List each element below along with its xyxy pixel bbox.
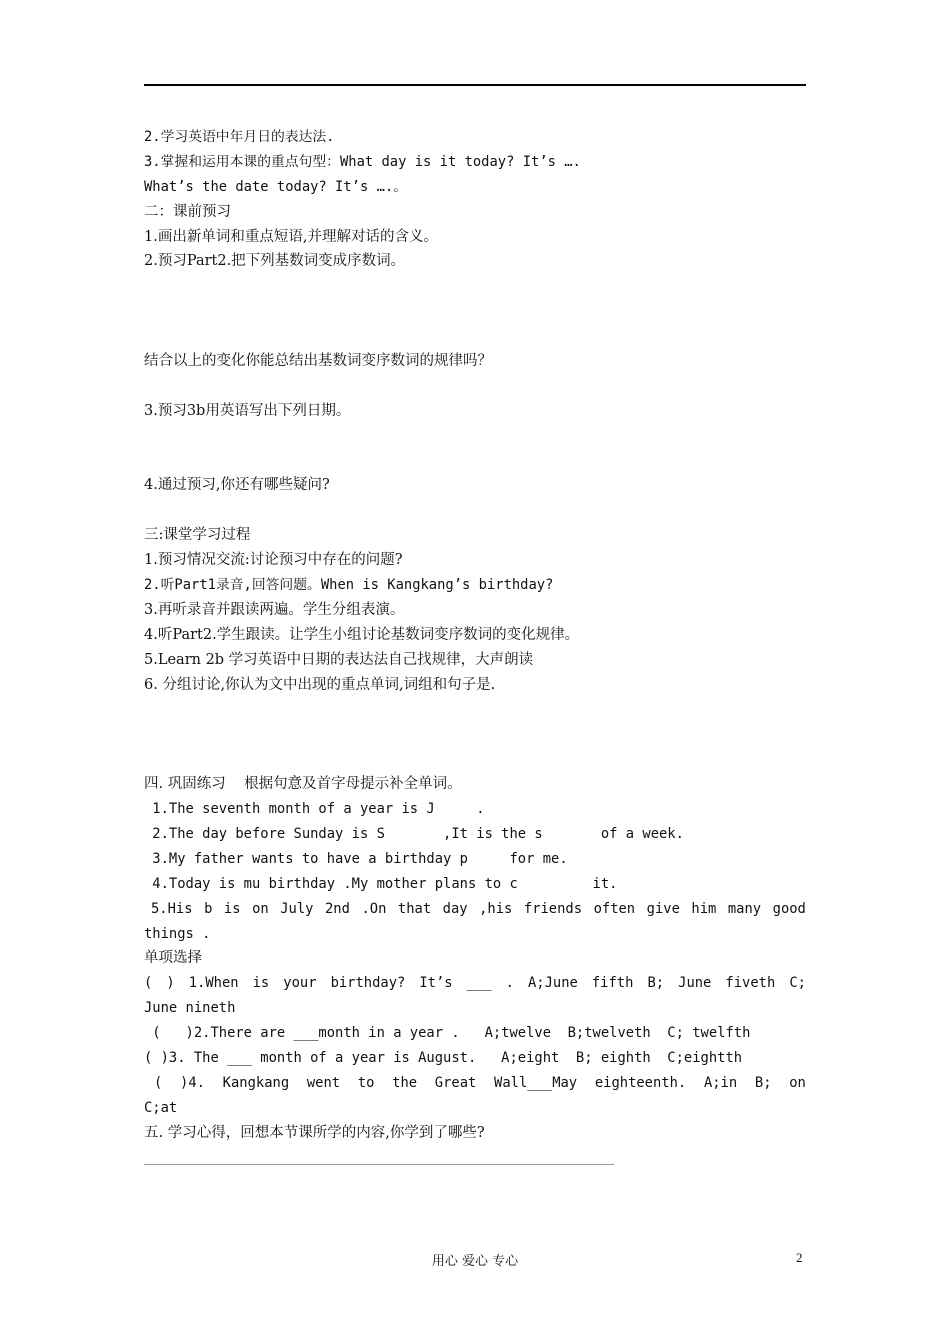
exercise-1: 1.The seventh month of a year is J . — [144, 801, 485, 818]
mc-heading: 单项选择 — [144, 950, 202, 967]
header-rule — [144, 84, 806, 86]
mc-question-4-cont: C;at — [144, 1099, 178, 1116]
page-number: 2 — [796, 1250, 803, 1265]
practice-heading: 四. 巩固练习 根据句意及首字母提示补全单词。 — [144, 776, 462, 793]
exercise-5-cont: things . — [144, 925, 211, 942]
classroom-step-1: 1.预习情况交流:讨论预习中存在的问题? — [144, 552, 403, 569]
mc-question-3: ( )3. The ___ month of a year is August. A;eight B; eighth C;eightth — [144, 1049, 743, 1066]
reflection-heading: 五. 学习心得，回想本节课所学的内容,你学到了哪些? — [144, 1124, 485, 1141]
fill-words[interactable] — [144, 697, 806, 722]
classroom-step-5: 5.Learn 2b 学习英语中日期的表达法自己找规律，大声朗读 — [144, 651, 534, 668]
classroom-step-4: 4.听Part2.学生跟读。让学生小组讨论基数词变序数词的变化规律。 — [144, 626, 580, 643]
fill-phrases[interactable] — [144, 722, 806, 747]
ordinal-row-1 — [144, 274, 806, 299]
mc-question-1-cont: June nineth — [144, 1000, 236, 1017]
mc-question-2: ( )2.There are ___month in a year . A;twelve B;twelveth C; twelfth — [144, 1025, 751, 1042]
classroom-heading: 三:课堂学习过程 — [144, 527, 251, 544]
preview-q2: 2.预习Part2.把下列基数词变成序数词。 — [144, 253, 406, 270]
exercise-5: 5.His b is on July 2nd .On that day ,his friends often give him many good — [151, 900, 806, 917]
ordinal-row-2 — [144, 299, 806, 324]
goal-2: 2.学习英语中年月日的表达法. — [144, 129, 335, 145]
reflection-answer-line[interactable] — [144, 1164, 614, 1165]
footer-motto: 用心 爱心 专心 — [431, 1254, 519, 1269]
classroom-step-3: 3.再听录音并跟读两遍。学生分组表演。 — [144, 601, 405, 618]
preview-q1: 1.画出新单词和重点短语,并理解对话的含义。 — [144, 228, 438, 245]
dates-row-2 — [144, 449, 806, 474]
goal-3: 3.掌握和运用本课的重点句型：What day is it today? It’s …. — [144, 153, 581, 170]
preview-q4: 4.通过预习,你还有哪些疑问? — [144, 477, 330, 494]
preview-q3: 3.预习3b用英语写出下列日期。 — [144, 402, 351, 419]
ordinal-row-3 — [144, 324, 806, 349]
dates-row-1 — [144, 424, 806, 449]
fill-sentences[interactable] — [144, 747, 806, 772]
exercise-4: 4.Today is mu birthday .My mother plans to c it. — [144, 875, 618, 892]
mc-question-4: ( )4. Kangkang went to the Great Wall___May eighteenth. A;in B; on — [154, 1074, 806, 1091]
exercise-3: 3.My father wants to have a birthday p for me. — [144, 850, 568, 867]
classroom-step-6: 6. 分组讨论,你认为文中出现的重点单词,词组和句子是. — [144, 676, 496, 693]
worksheet-body — [144, 125, 806, 1146]
exercise-2: 2.The day before Sunday is S ,It is the s of a week. — [144, 825, 684, 842]
classroom-step-2: 2.听Part1录音,回答问题。When is Kangkang’s birthday? — [144, 577, 554, 594]
mc-question-1: ( ) 1.When is your birthday? It’s ___ . A;June fifth B; June fiveth C; — [144, 975, 806, 992]
preview-heading: 二：课前预习 — [144, 203, 231, 220]
goal-3-cont: What’s the date today? It’s ….。 — [144, 178, 407, 195]
rule-question: 结合以上的变化你能总结出基数词变序数词的规律吗？ — [144, 353, 492, 370]
